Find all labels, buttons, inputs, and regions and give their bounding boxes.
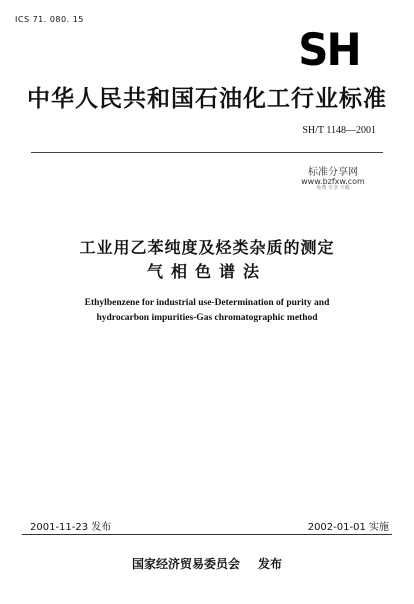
standard-number: SH/T 1148—2001	[302, 125, 376, 136]
publish-date: 2001-11-23 发布	[30, 522, 112, 533]
issuer-action: 发布	[258, 557, 283, 571]
header-divider	[31, 152, 383, 153]
title-en-line2: hydrocarbon impurities-Gas chromatographic method	[96, 313, 318, 323]
implement-date: 2002-01-01 实施	[307, 522, 389, 533]
watermark	[293, 168, 373, 191]
sh-logo: SH	[298, 23, 360, 75]
ics-code: ICS 71. 080. 15	[15, 15, 84, 24]
title-zh-line1: 工业用乙苯纯度及烃类杂质的测定	[79, 238, 335, 257]
issuer-name: 国家经济贸易委员会	[131, 557, 240, 571]
watermark-line1: 标准分享网	[308, 167, 358, 178]
document-title-zh	[0, 236, 414, 284]
org-title: 中华人民共和国石油化工行业标准	[27, 86, 387, 112]
issuer	[0, 555, 414, 572]
watermark-line2: www.bzfxw.com	[301, 177, 365, 186]
watermark-line3: 免费 专享 下载	[316, 185, 350, 191]
title-en-line1: Ethylbenzene for industrial use-Determination of purity and	[84, 298, 330, 308]
footer-divider	[22, 534, 392, 535]
document-title-en	[0, 296, 414, 326]
title-zh-line2: 气相色谱法	[146, 262, 267, 281]
